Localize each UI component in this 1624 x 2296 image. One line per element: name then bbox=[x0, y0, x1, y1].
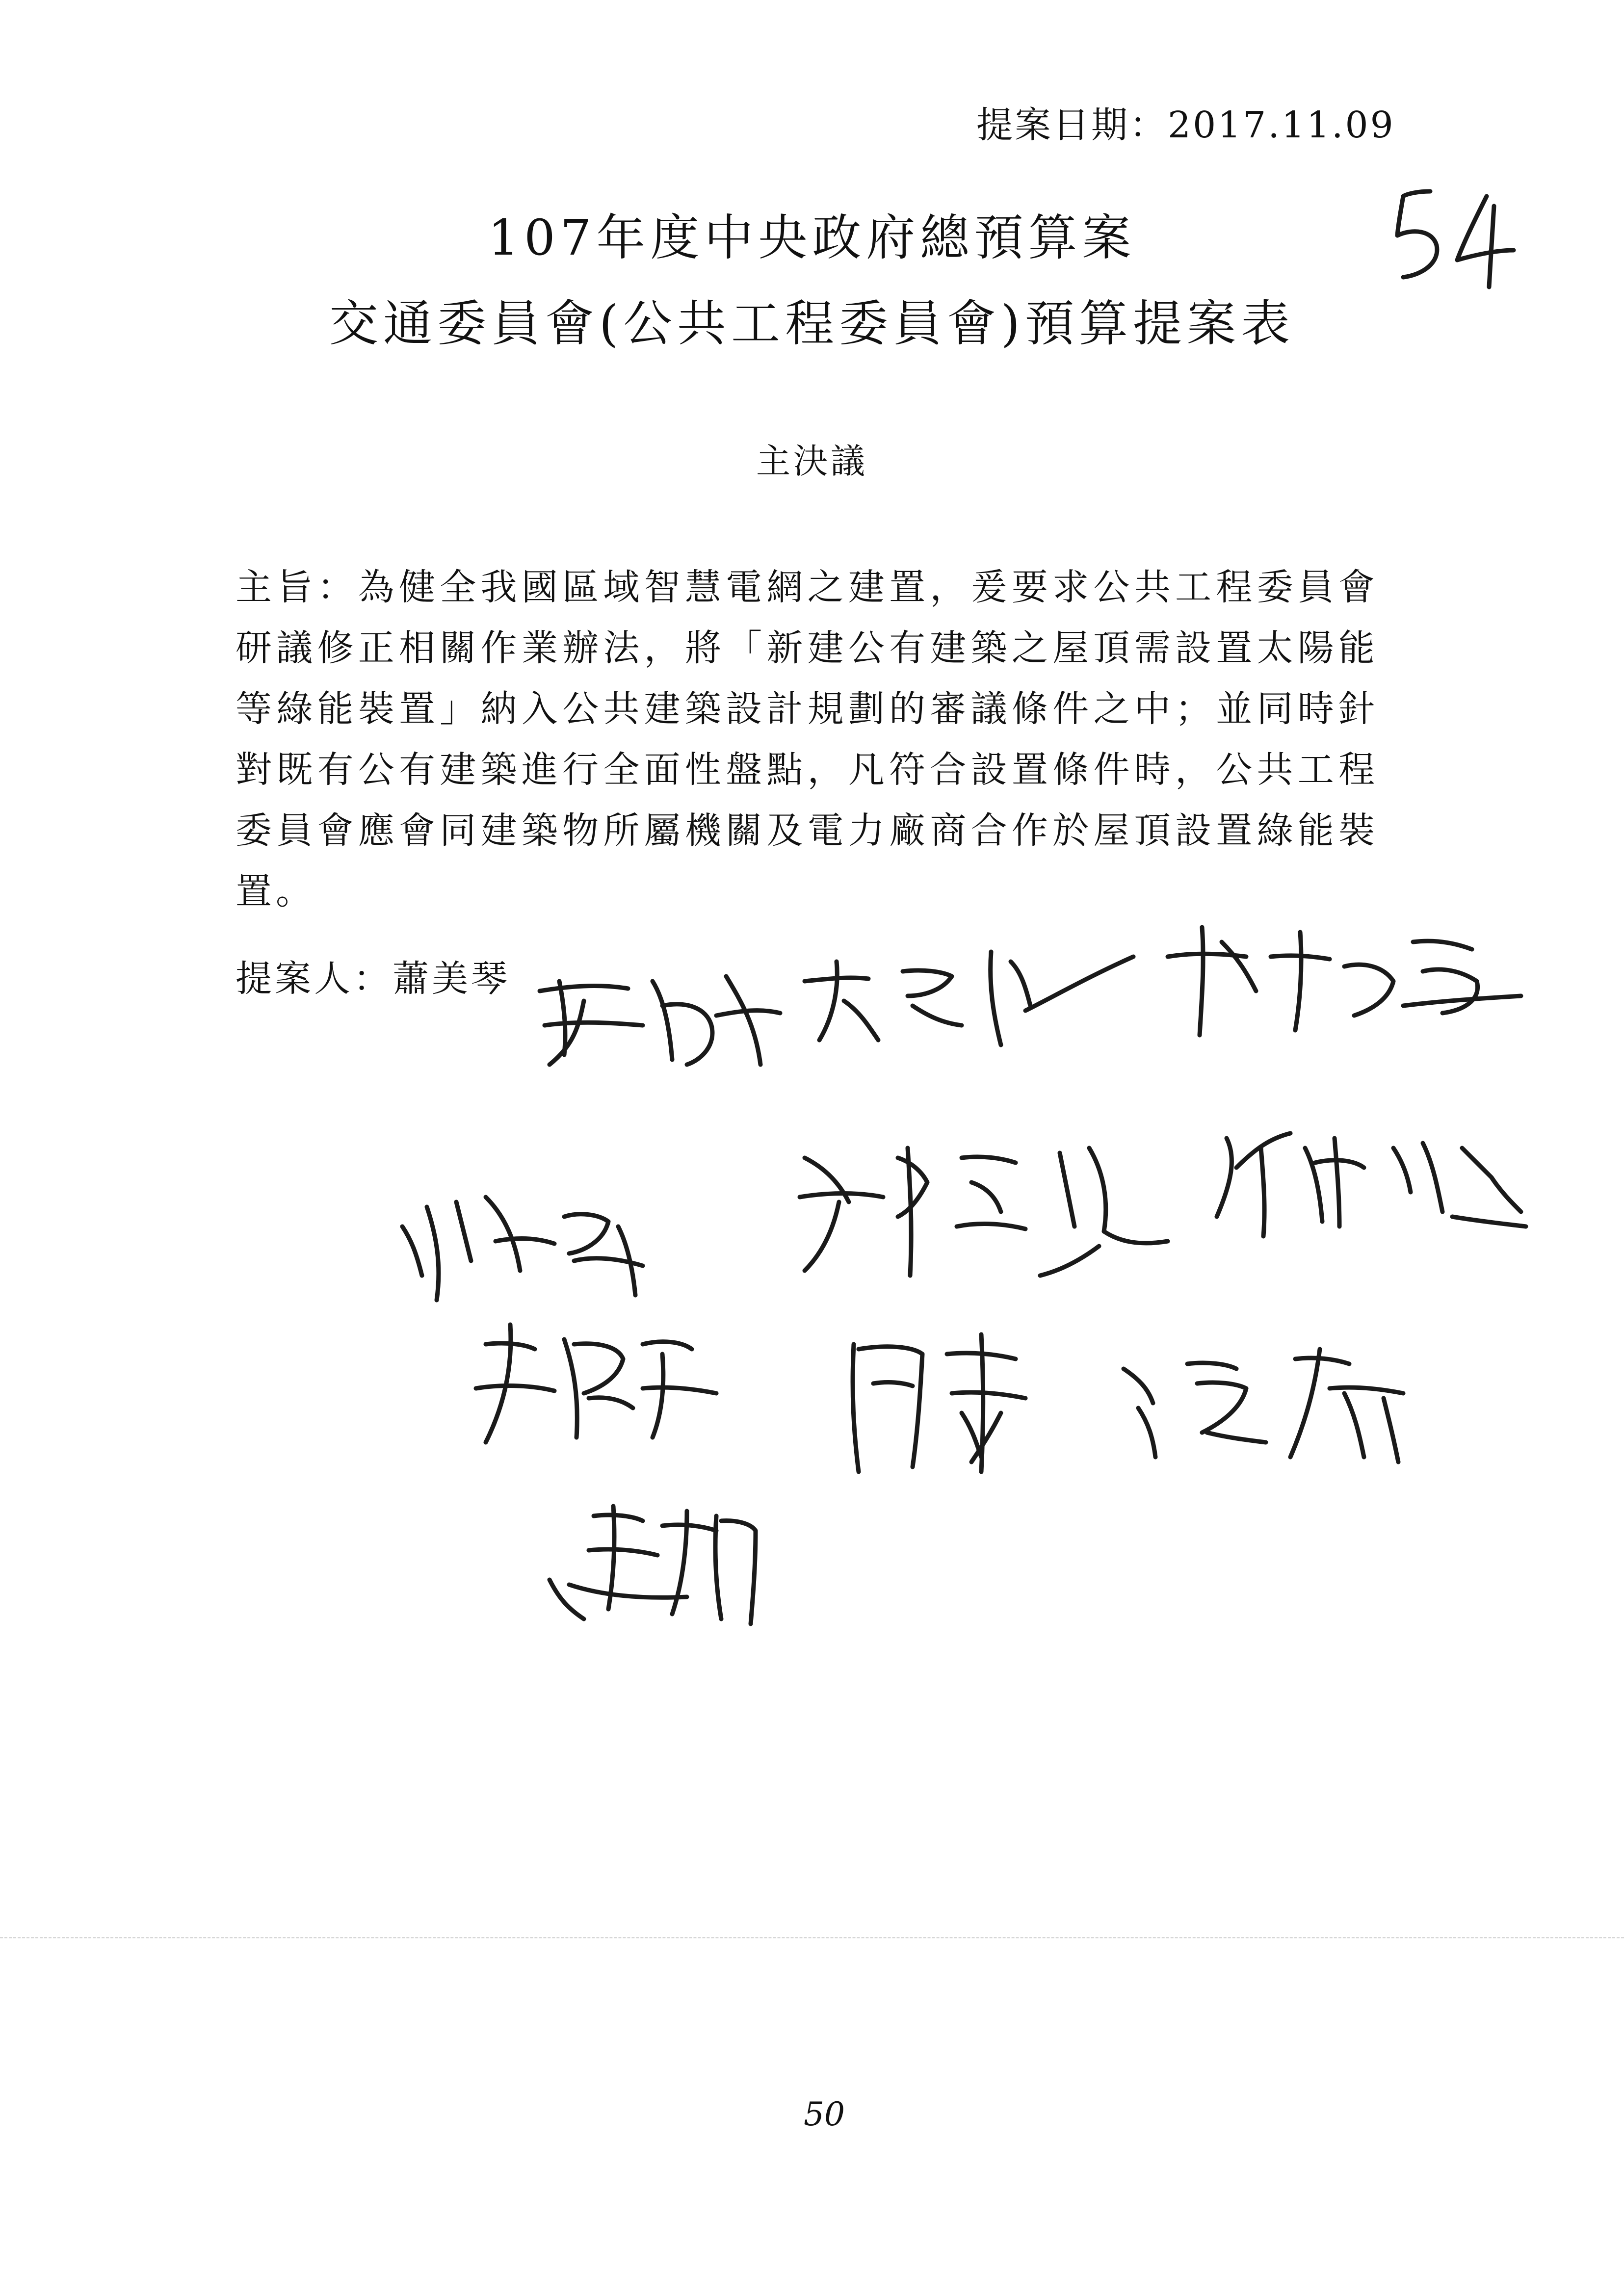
signature-2 bbox=[795, 942, 1148, 1055]
proposal-date bbox=[976, 103, 1418, 147]
signature-5 bbox=[785, 1128, 1187, 1285]
signature-9 bbox=[1109, 1339, 1423, 1467]
document-title-line1: 107年度中央政府總預算案 bbox=[488, 209, 1136, 266]
body-label: 主旨： bbox=[236, 566, 358, 608]
signature-3 bbox=[1158, 913, 1531, 1050]
proposer bbox=[236, 957, 510, 1001]
proposal-date-value: 2017.11.09 bbox=[1168, 104, 1395, 146]
proposal-body bbox=[236, 557, 1379, 922]
signature-8 bbox=[834, 1325, 1040, 1482]
signature-6 bbox=[1207, 1119, 1531, 1246]
resolution-type: 主決議 bbox=[756, 441, 868, 481]
signature-4 bbox=[388, 1168, 682, 1315]
signature-7 bbox=[456, 1315, 731, 1452]
proposer-name: 蕭美琴 bbox=[393, 958, 510, 1000]
scan-divider bbox=[0, 1937, 1624, 1938]
page-number: 50 bbox=[804, 2095, 845, 2133]
proposer-label: 提案人： bbox=[236, 958, 393, 1000]
document-title-line2: 交通委員會(公共工程委員會)預算提案表 bbox=[329, 295, 1295, 352]
proposal-date-label: 提案日期： bbox=[976, 104, 1168, 146]
signature-1 bbox=[530, 962, 785, 1074]
signature-10 bbox=[540, 1496, 765, 1634]
body-text: 為健全我國區域智慧電網之建置，爰要求公共工程委員會研議修正相關作業辦法，將「新建公有建築之屋頂需設置太陽能等綠能裝置」納入公共建築設計規劃的審議條件之中；並同時針對既有公有建築進行全面性盤點，凡符合設置條件時，公共工程委員會應會同建築物所屬機關及電力廠商合作於屋頂設置綠能裝置。 bbox=[236, 566, 1379, 913]
